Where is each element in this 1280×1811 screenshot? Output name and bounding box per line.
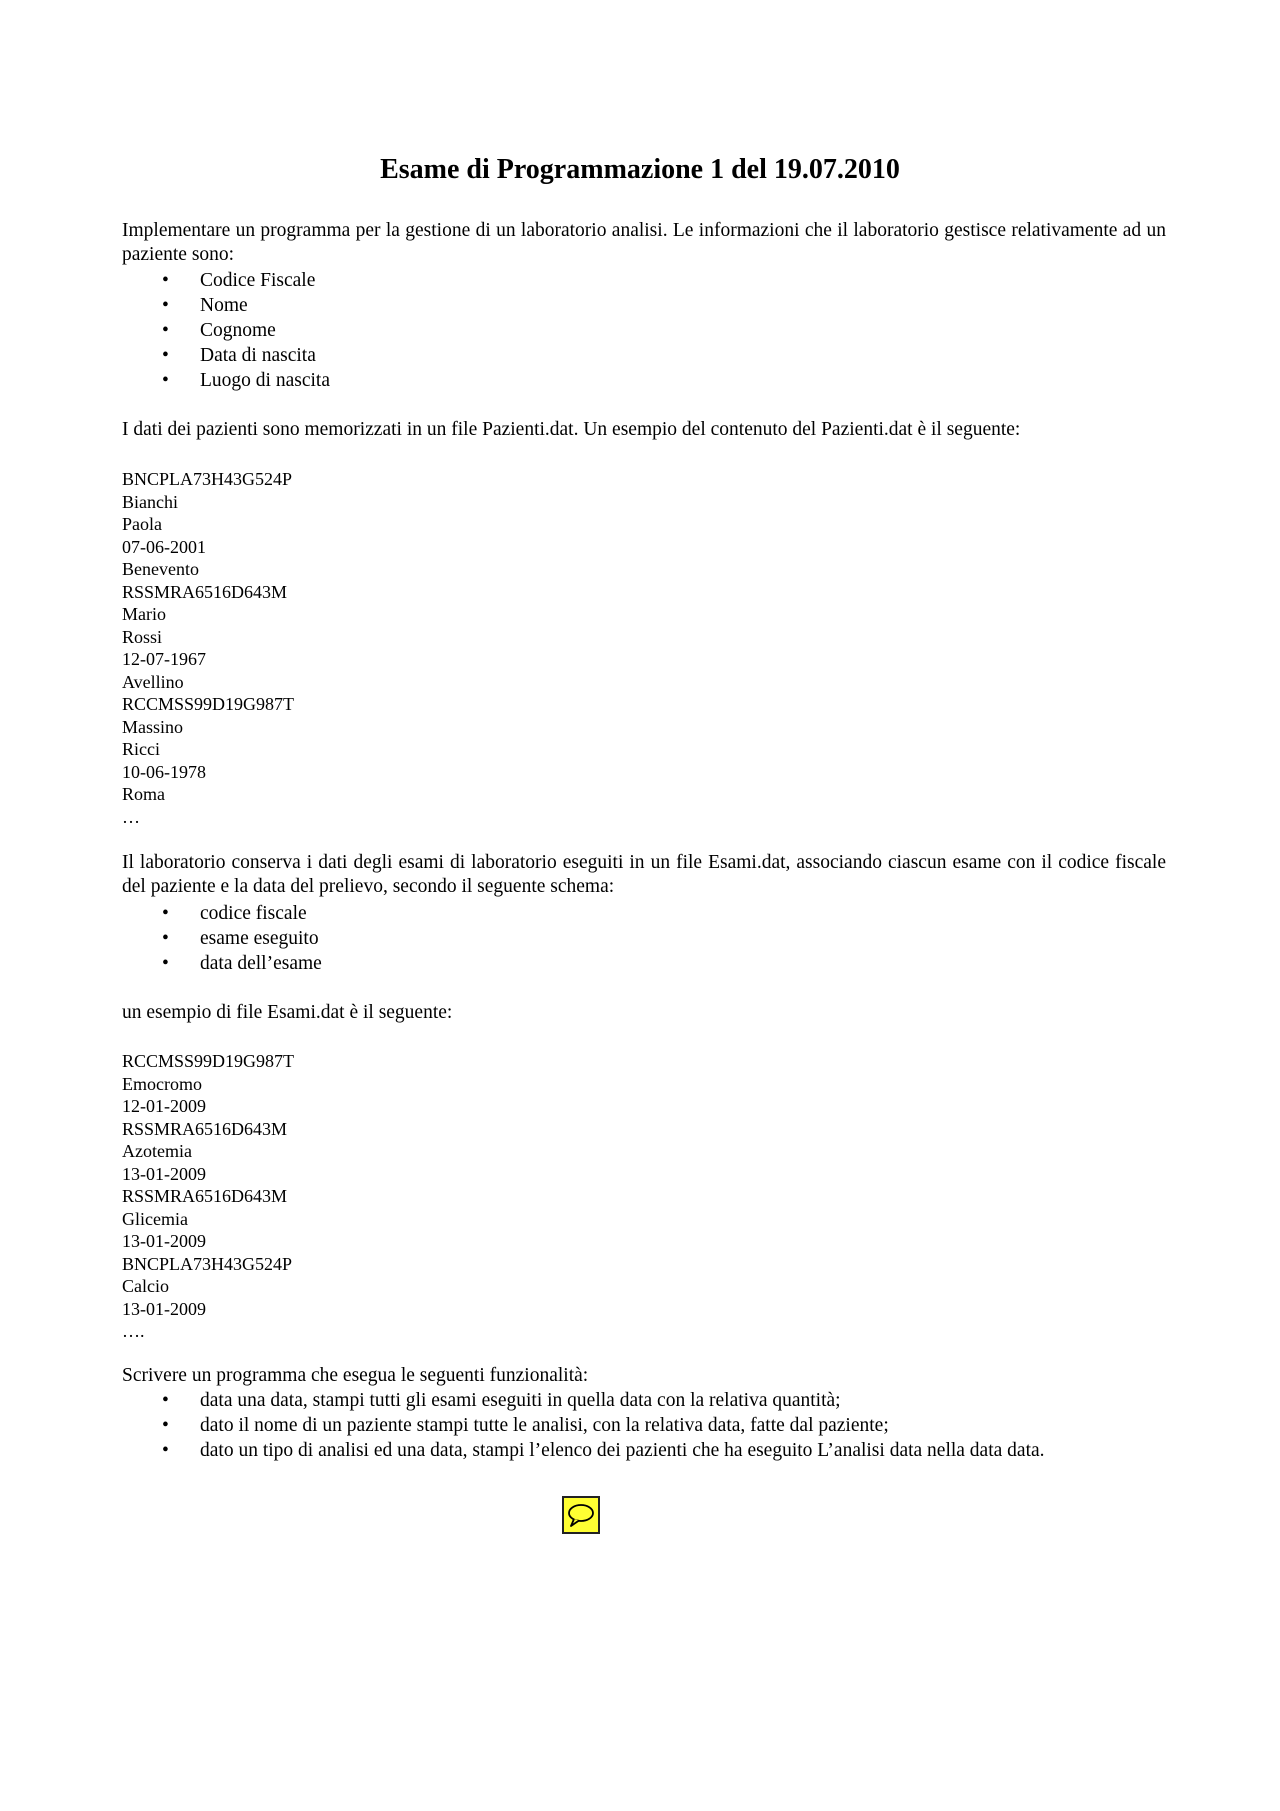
bullet-mark: • <box>162 1390 169 1411</box>
funzionalita-paragraph: Scrivere un programma che esegua le seguenti funzionalità: <box>122 1365 589 1386</box>
patient-info-item <box>122 343 1166 368</box>
pazienti-example-line: Rossi <box>122 626 163 647</box>
esami-schema-list <box>122 901 1166 976</box>
pazienti-example-line: Bianchi <box>122 491 178 512</box>
pazienti-paragraph: I dati dei pazienti sono memorizzati in un file Pazienti.dat. Un esempio del contenuto del Pazienti.dat è il seguente: <box>122 419 1021 440</box>
esami-example-line: Calcio <box>122 1276 169 1296</box>
esami-example-line: BNCPLA73H43G524P <box>122 1253 293 1274</box>
funzionalita-item-text: data una data, stampi tutti gli esami eseguiti in quella data con la relativa quantità; <box>200 1390 841 1411</box>
funzionalita-item-text: dato un tipo di analisi ed una data, stampi l’elenco dei pazienti che ha eseguito L’analisi data nella data data. <box>200 1440 1045 1461</box>
bullet-mark: • <box>162 928 169 949</box>
patient-info-item-text: Cognome <box>200 320 276 341</box>
esami-example-lines <box>122 1050 294 1343</box>
esami-example-line: Emocromo <box>122 1073 202 1094</box>
esami-schema-item-text: data dell’esame <box>200 953 322 974</box>
pazienti-example-line: Roma <box>122 784 165 804</box>
esami-example-line: RSSMRA6516D643M <box>122 1186 288 1206</box>
esami-example-line: 13-01-2009 <box>122 1298 206 1319</box>
patient-info-item-text: Nome <box>200 295 248 316</box>
funzionalita-item <box>122 1388 1166 1413</box>
patient-info-item <box>122 268 1166 293</box>
patient-info-item-text: Codice Fiscale <box>200 270 316 291</box>
pazienti-example-line: BNCPLA73H43G524P <box>122 469 293 489</box>
esami-example-line: 12-01-2009 <box>122 1096 206 1116</box>
pazienti-example-line: 10-06-1978 <box>122 761 206 782</box>
bullet-mark: • <box>162 345 169 366</box>
pazienti-example-line: Avellino <box>122 671 184 692</box>
page-title: Esame di Programmazione 1 del 19.07.2010 <box>380 154 900 185</box>
patient-info-item <box>122 293 1166 318</box>
bullet-mark: • <box>162 320 169 341</box>
esami-example-line: Glicemia <box>122 1208 188 1229</box>
funzionalita-item-text: dato il nome di un paziente stampi tutte le analisi, con la relativa data, fatte dal paziente; <box>200 1415 889 1436</box>
bullet-mark: • <box>162 1415 169 1436</box>
pazienti-example-line: Ricci <box>122 739 160 759</box>
patient-info-item-text: Data di nascita <box>200 345 316 366</box>
esami-schema-item <box>122 926 1166 951</box>
patient-info-list <box>122 268 1166 393</box>
pazienti-example-line: RCCMSS99D19G987T <box>122 694 295 714</box>
patient-info-item <box>122 368 1166 393</box>
pazienti-example-line: 07-06-2001 <box>122 536 206 557</box>
pazienti-example-line: 12-07-1967 <box>122 649 206 669</box>
esami-example-line: …. <box>122 1321 145 1341</box>
esami-example-intro: un esempio di file Esami.dat è il seguente: <box>122 1002 453 1023</box>
funzionalita-item <box>122 1438 1166 1463</box>
esami-schema-item <box>122 951 1166 976</box>
esami-schema-item <box>122 901 1166 926</box>
pazienti-example-line: RSSMRA6516D643M <box>122 581 288 602</box>
patient-info-item-text: Luogo di nascita <box>200 370 330 391</box>
esami-example-line: RCCMSS99D19G987T <box>122 1051 295 1071</box>
pazienti-example-lines <box>122 468 294 828</box>
patient-info-item <box>122 318 1166 343</box>
bullet-mark: • <box>162 270 169 291</box>
speech-bubble-icon[interactable] <box>562 1496 600 1534</box>
funzionalita-item <box>122 1413 1166 1438</box>
bullet-mark: • <box>162 953 169 974</box>
bullet-mark: • <box>162 903 169 924</box>
esami-schema-item-text: esame eseguito <box>200 928 319 949</box>
bullet-mark: • <box>162 295 169 316</box>
esami-example-line: 13-01-2009 <box>122 1163 206 1184</box>
esami-example-line: 13-01-2009 <box>122 1231 206 1251</box>
esami-example-line: Azotemia <box>122 1141 192 1161</box>
pazienti-example-line: Mario <box>122 604 166 624</box>
pazienti-example-line: Paola <box>122 514 162 534</box>
esami-paragraph: Il laboratorio conserva i dati degli esami di laboratorio eseguiti in un file Esami.dat, associando ciascun esame con il codice fiscale del paziente e la data del prelievo, secondo il seguente schema: <box>122 852 1166 897</box>
esami-schema-item-text: codice fiscale <box>200 903 307 924</box>
esami-example-line: RSSMRA6516D643M <box>122 1118 288 1139</box>
pazienti-example-line: Massino <box>122 716 184 737</box>
pazienti-example-line: Benevento <box>122 559 199 579</box>
intro-paragraph: Implementare un programma per la gestione di un laboratorio analisi. Le informazioni che il laboratorio gestisce relativamente ad un paziente sono: <box>122 220 1166 265</box>
bullet-mark: • <box>162 1440 169 1461</box>
bullet-mark: • <box>162 370 169 391</box>
funzionalita-list <box>122 1388 1166 1463</box>
pazienti-example-line: … <box>122 806 140 827</box>
